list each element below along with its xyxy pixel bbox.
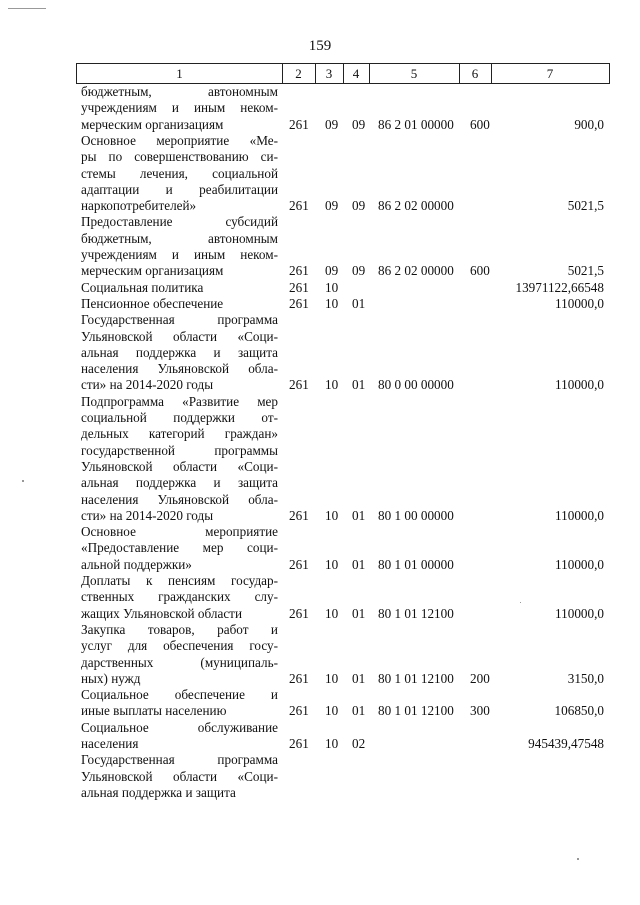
row-cell-c2: 261 [289,605,309,621]
row-cell-c7: 945439,47548 [528,736,604,751]
row-description-line: Подпрограмма «Развитие мер [81,393,278,409]
row-cell-c4: 01 [352,556,366,572]
row-cell-c3: 10 [325,295,339,311]
header-col-4: 4 [343,64,370,83]
row-cell-c5: 80 1 01 12100 [378,670,454,686]
row-cell-c4: 01 [352,507,366,523]
row-description-line: Ульяновской области «Соци- [81,768,278,784]
row-cell-c4: 02 [352,736,366,751]
row-description-line: Доплаты к пенсиям государ- [81,573,278,588]
row-cell-c4: 09 [352,263,366,279]
row-description-line: учреждениям и иным неком- [81,100,278,116]
row-cell-c3: 10 [325,605,339,621]
row-cell-c3: 10 [325,556,339,572]
row-description-line: услуг для обеспечения госу- [81,638,278,654]
row-description-line: Социальная политика [81,279,204,295]
row-cell-c4: 09 [352,198,366,214]
row-cell-c5: 80 1 01 12100 [378,703,454,719]
row-description-line: альной поддержки» [81,556,192,572]
header-col-2: 2 [282,64,316,83]
row-cell-c7: 5021,5 [567,263,604,279]
row-description-line: Государственная программа [81,312,278,328]
row-cell-c2: 261 [289,295,309,311]
scan-speck [22,480,24,482]
row-description-line: Ульяновской области «Соци- [81,458,278,474]
row-description-line: населения [81,736,139,751]
row-description-line: Государственная программа [81,752,278,768]
row-cell-c2: 261 [289,279,309,295]
row-description-line: альная поддержка и защита [81,344,278,360]
row-cell-c4: 09 [352,116,366,132]
row-cell-c7: 13971122,66548 [515,279,604,295]
row-description-line: Предоставление субсидий [81,214,278,230]
row-cell-c5: 80 1 00 00000 [378,507,454,523]
header-col-7: 7 [491,64,610,83]
row-description-line: «Предоставление мер соци- [81,540,278,556]
row-description-line: Основное мероприятие [81,524,278,540]
row-description-line: жащих Ульяновской области [81,605,242,621]
row-description-line: населения Ульяновской обла- [81,361,278,377]
row-description-line: Социальное обеспечение и [81,687,278,703]
row-description-line: адаптации и реабилитации [81,181,278,197]
row-cell-c4: 01 [352,703,366,719]
row-cell-c7: 900,0 [574,116,604,132]
row-cell-c3: 10 [325,279,339,295]
row-description-line: государственной программы [81,442,278,458]
row-description-line: иные выплаты населению [81,703,227,719]
row-description-line: Пенсионное обеспечение [81,295,224,311]
row-cell-c5: 86 2 01 00000 [378,116,454,132]
row-cell-c3: 10 [325,670,339,686]
row-description-line: Закупка товаров, работ и [81,621,278,637]
header-col-6: 6 [459,64,492,83]
row-cell-c3: 10 [325,703,339,719]
row-cell-c3: 09 [325,116,339,132]
row-cell-c2: 261 [289,198,309,214]
row-description-line: наркопотребителей» [81,198,197,214]
row-cell-c3: 10 [325,736,339,751]
row-cell-c7: 106850,0 [554,703,604,719]
row-cell-c2: 261 [289,670,309,686]
row-cell-c4: 01 [352,605,366,621]
row-cell-c7: 3150,0 [567,670,604,686]
row-description-line: ры по совершенствованию си- [81,149,278,165]
row-description-line: социальной поддержки от- [81,410,278,425]
row-cell-c7: 110000,0 [555,605,604,621]
header-col-5: 5 [369,64,460,83]
row-cell-c5: 86 2 02 00000 [378,198,454,214]
row-description-line: учреждениям и иным неком- [81,247,278,262]
row-cell-c2: 261 [289,703,309,719]
row-cell-c4: 01 [352,377,366,393]
row-cell-c3: 10 [325,507,339,523]
row-cell-c3: 09 [325,263,339,279]
row-cell-c6: 300 [470,703,490,719]
row-cell-c7: 110000,0 [555,295,604,311]
row-description-line: стемы лечения, социальной [81,165,278,181]
row-cell-c2: 261 [289,377,309,393]
scan-mark [8,8,46,9]
row-cell-c7: 5021,5 [567,198,604,214]
row-description-line: мерческим организациям [81,263,224,279]
row-cell-c5: 80 1 01 12100 [378,605,454,621]
row-cell-c7: 110000,0 [555,507,604,523]
row-cell-c5: 80 1 01 00000 [378,556,454,572]
row-cell-c5: 80 0 00 00000 [378,377,454,393]
row-cell-c4: 01 [352,670,366,686]
row-cell-c5: 86 2 02 00000 [378,263,454,279]
row-cell-c4: 01 [352,295,366,311]
row-cell-c2: 261 [289,507,309,523]
row-description-line: бюджетным, автономным [81,230,278,246]
row-cell-c3: 09 [325,198,339,214]
row-description-line: ных) нужд [81,670,141,686]
row-cell-c7: 110000,0 [555,556,604,572]
row-description-line: сти» на 2014-2020 годы [81,377,214,393]
header-col-1: 1 [77,64,283,83]
scan-speck [577,858,579,860]
row-cell-c2: 261 [289,116,309,132]
row-description-line: альная поддержка и защита [81,475,278,491]
row-description-line: ственных гражданских слу- [81,589,278,605]
page-number: 159 [308,38,332,54]
row-cell-c2: 261 [289,263,309,279]
scan-speck [520,602,521,603]
row-description-line: дарственных (муниципаль- [81,654,278,670]
header-col-3: 3 [315,64,344,83]
row-description-line: мерческим организациям [81,116,224,132]
row-description-line: сти» на 2014-2020 годы [81,507,214,523]
row-description-line: бюджетным, автономным [81,84,278,99]
row-cell-c2: 261 [289,556,309,572]
row-cell-c2: 261 [289,736,309,751]
row-cell-c6: 200 [470,670,490,686]
row-description-line: дельных категорий граждан» [81,426,278,442]
row-cell-c3: 10 [325,377,339,393]
row-cell-c6: 600 [470,116,490,132]
row-description-line: Ульяновской области «Соци- [81,328,278,344]
row-description-line: населения Ульяновской обла- [81,491,278,507]
table-header [76,63,610,84]
row-description-line: Социальное обслуживание [81,719,278,735]
row-description-line: альная поддержка и защита [81,784,236,800]
row-description-line: Основное мероприятие «Ме- [81,132,278,148]
row-cell-c7: 110000,0 [555,377,604,393]
row-cell-c6: 600 [470,263,490,279]
